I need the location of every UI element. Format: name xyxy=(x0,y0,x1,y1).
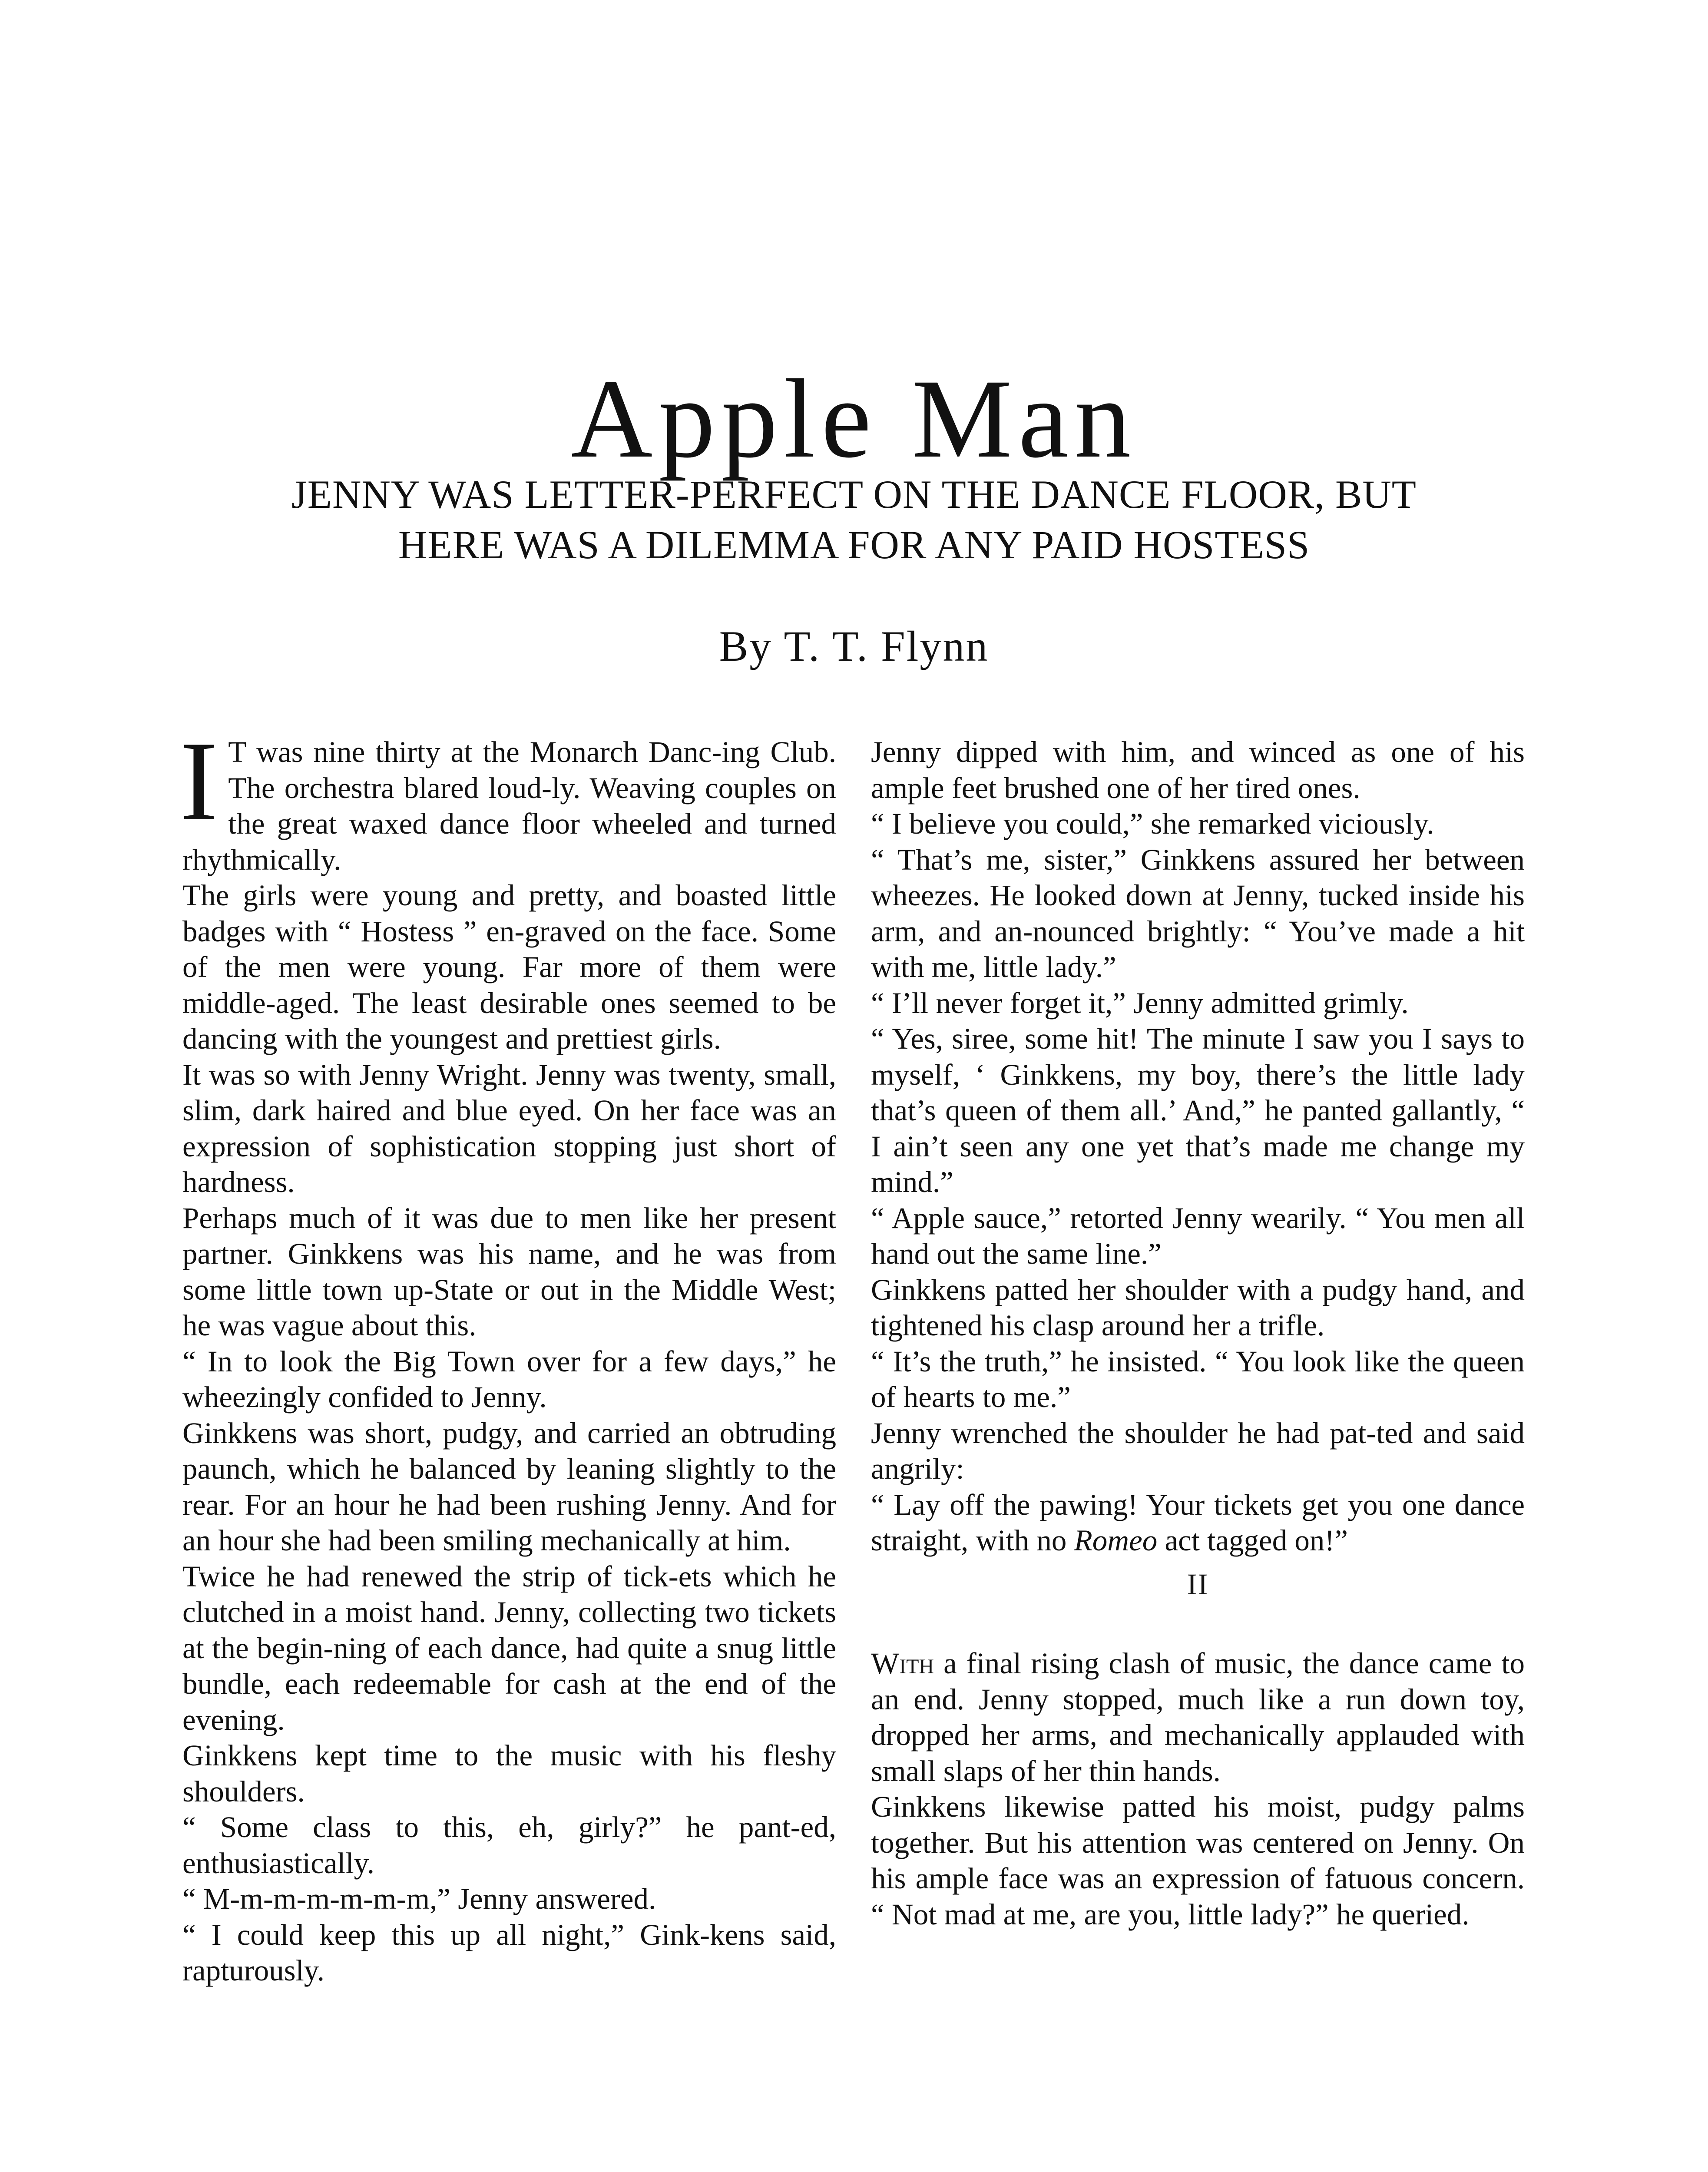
byline: By T. T. Flynn xyxy=(719,622,989,670)
paragraph: “ I’ll never forget it,” Jenny admitted grimly. xyxy=(871,986,1409,1020)
paragraph: Jenny dipped with him, and winced as one of his ample feet brushed one of her tired ones. xyxy=(871,735,1525,805)
article-title: Apple Man xyxy=(571,356,1137,482)
paragraph: Ginkkens patted her shoulder with a pudgy hand, and tightened his clasp around her a trifle. xyxy=(871,1273,1525,1342)
article-subtitle xyxy=(182,469,1526,570)
paragraph: Jenny wrenched the shoulder he had pat-ted and said angrily: xyxy=(871,1416,1525,1485)
paragraph: “ It’s the truth,” he insisted. “ You look like the queen of hearts to me.” xyxy=(871,1344,1525,1414)
paragraph: “ That’s me, sister,” Ginkkens assured her between wheezes. He looked down at Jenny, tucked inside his arm, and an-nounced brightly: “ You’ve made a hit with me, little lady.” xyxy=(871,843,1525,983)
paragraph: Perhaps much of it was due to men like her present partner. Ginkkens was his name, and he was from some little town up-State or out in the Middle West; he was vague about this. xyxy=(182,1201,836,1342)
paragraph: It was so with Jenny Wright. Jenny was twenty, small, slim, dark haired and blue eyed. On her face was an expression of sophistication stopping just short of hardness. xyxy=(182,1058,836,1199)
paragraph: Twice he had renewed the strip of tick-ets which he clutched in a moist hand. Jenny, collecting two tickets at the begin-ning of each dance, had quite a snug little bundle, each redeemable for cash at the end of the evening. xyxy=(182,1559,836,1736)
paragraph: “ I could keep this up all night,” Gink-kens said, rapturously. xyxy=(182,1918,836,1987)
paragraph: Ginkkens likewise patted his moist, pudgy palms together. But his attention was centered on Jenny. On his ample face was an expression of fatuous concern. “ Not mad at me, are you, little lady?” he queried. xyxy=(871,1790,1525,1931)
paragraph: “ I believe you could,” she remarked viciously. xyxy=(871,807,1434,840)
paragraph-text: a final rising clash of music, the dance came to an end. Jenny stopped, much like a run down toy, dropped her arms, and mechanically applauded with small slaps of her thin hands. xyxy=(871,1647,1525,1788)
paragraph: “ Apple sauce,” retorted Jenny wearily. “ You men all hand out the same line.” xyxy=(871,1201,1525,1270)
paragraph: Ginkkens was short, pudgy, and carried an obtruding paunch, which he balanced by leaning slightly to the rear. For an hour he had been rushing Jenny. And for an hour she had been smiling mechanically at him. xyxy=(182,1416,836,1557)
paragraph-text: T was nine thirty at the Monarch Danc-ing Club. The orchestra blared loud-ly. Weaving couples on the great waxed dance floor wheeled and turned rhythmically. xyxy=(182,735,836,876)
paragraph-text: act tagged on!” xyxy=(1157,1524,1348,1557)
paragraph: “ Some class to this, eh, girly?” he pant-ed, enthusiastically. xyxy=(182,1811,836,1880)
paragraph: “ Yes, siree, some hit! The minute I saw you I says to myself, ‘ Ginkkens, my boy, there’s the little lady that’s queen of them all.’ And,” he panted gallantly, “ I ain’t seen any one yet that’s made me change my mind.” xyxy=(871,1022,1525,1199)
drop-cap: I xyxy=(180,718,218,844)
paragraph: The girls were young and pretty, and boasted little badges with “ Hostess ” en-graved on the face. Some of the men were young. Far more of them were middle-aged. The least desirable ones seemed to be dancing with the youngest and prettiest girls. xyxy=(182,879,836,1055)
paragraph xyxy=(180,718,836,877)
italic-text: Romeo xyxy=(1074,1524,1158,1557)
paragraph xyxy=(871,1646,1525,1789)
paragraph: Ginkkens kept time to the music with his fleshy shoulders. xyxy=(182,1739,836,1808)
paragraph xyxy=(871,1487,1525,1559)
right-column xyxy=(871,734,1525,1932)
subtitle-line-1: JENNY WAS LETTER-PERFECT ON THE DANCE FLOOR, BUT xyxy=(291,472,1417,517)
paragraph: “ M-m-m-m-m-m-m,” Jenny answered. xyxy=(182,1882,656,1915)
lead-in-smallcaps: With xyxy=(871,1647,934,1680)
paragraph: “ In to look the Big Town over for a few days,” he wheezingly confided to Jenny. xyxy=(182,1344,836,1414)
left-column xyxy=(180,718,836,1989)
paragraph-text: “ Lay off the pawing! Your tickets get you one dance straight, with no xyxy=(871,1488,1525,1557)
subtitle-line-2: HERE WAS A DILEMMA FOR ANY PAID HOSTESS xyxy=(398,523,1310,567)
section-number: II xyxy=(1187,1567,1209,1601)
